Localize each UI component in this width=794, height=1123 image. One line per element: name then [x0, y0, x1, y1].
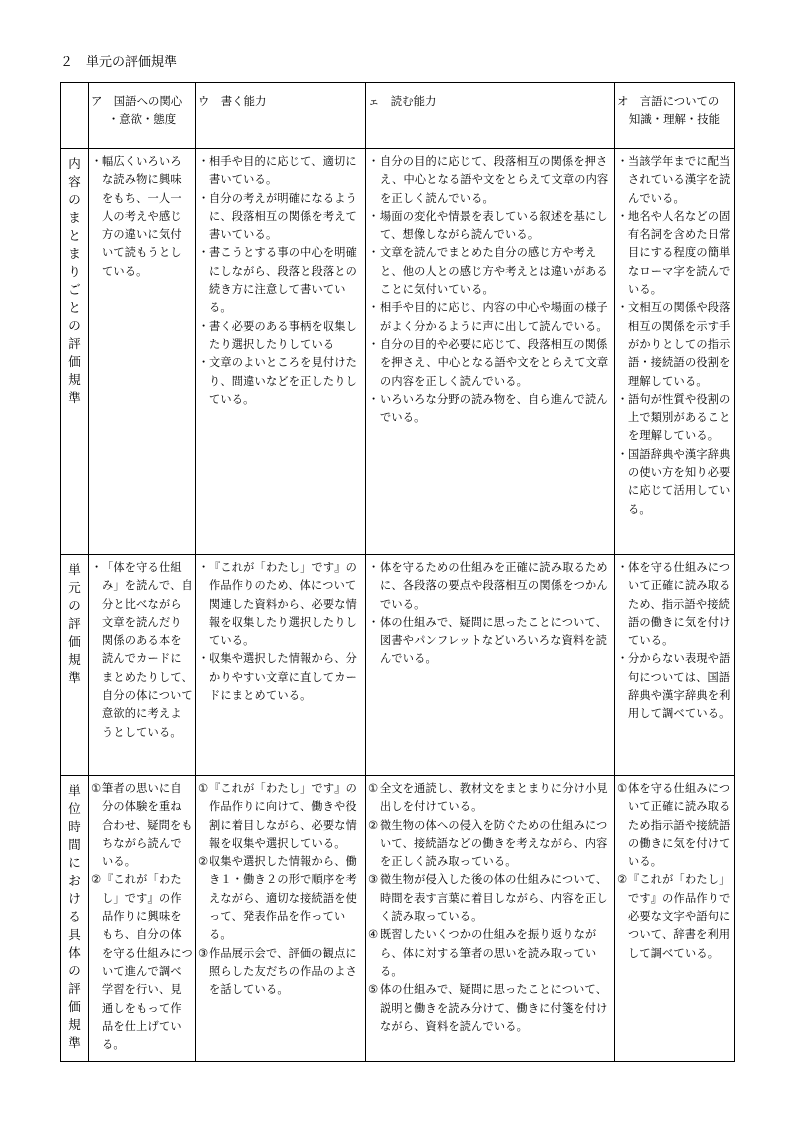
item-marker: ・	[617, 209, 629, 223]
row-label-char: ご	[68, 282, 81, 297]
item-text: 『これが「わたし」です』の作品作りに向けて、働きや役割に着目しながら、必要な情報を収集や選択している。	[209, 782, 358, 850]
row-label-char: 評	[68, 616, 81, 631]
item-text: 当該学年までに配当されている漢字を読んでいる。	[628, 155, 731, 205]
cell-writing	[196, 555, 366, 776]
item-marker: ②	[91, 873, 102, 887]
item-text: 相手や目的に応じ、内容の中心や場面の様子がよく分かるように声に出して読んでいる。	[380, 301, 608, 333]
item-marker: ①	[368, 782, 379, 795]
row-label-char: 準	[68, 670, 81, 685]
row-label-char: に	[68, 855, 81, 870]
item-text: 地名や人名などの固有名詞を含めた日常目にする程度の簡単なローマ字を読んでいる。	[628, 209, 731, 297]
item-text: 体を守る仕組みについて正確に読み取るため指示語や接続語の働きに気を付けている。	[628, 782, 731, 869]
item-text: 体を守る仕組みについて正確に読み取るため、指示語や接続語の働きに気を付けている。	[628, 561, 731, 648]
item-text: 自分の目的に応じて、段落相互の関係を押さえ、中心となる語や文をとらえて文章の内容を正しく読んでいる。	[380, 155, 609, 205]
item-text: 自分の考えが明確になるように、段落相互の関係を考えて書いている。	[209, 191, 358, 242]
row-label-char: 準	[68, 390, 81, 405]
row-label-char: 単	[68, 783, 81, 798]
row-label-char: 価	[68, 634, 81, 649]
row-label-char: 規	[68, 372, 81, 387]
row-content-criteria	[61, 149, 735, 555]
criteria-item	[198, 153, 363, 190]
cell-interest	[89, 555, 196, 776]
criteria-item	[198, 244, 363, 317]
criteria-item	[368, 391, 612, 428]
criteria-item	[617, 559, 732, 650]
cell-interest	[89, 776, 196, 1062]
item-text: 文章のよいところを見付けたり、間違いなどを正したりしている。	[209, 356, 358, 406]
row-label-char: 間	[68, 837, 81, 852]
item-marker: ・	[368, 337, 380, 351]
criteria-item	[617, 299, 732, 390]
header-interest: ア 国語への関心 ・意欲・態度	[89, 83, 196, 149]
criteria-item	[198, 780, 363, 853]
cell-reading	[366, 776, 615, 1062]
row-lesson-criteria	[61, 776, 735, 1062]
item-marker: ・	[198, 319, 210, 333]
item-marker: ・	[198, 246, 210, 260]
cell-reading	[366, 149, 615, 555]
item-marker: ⑤	[368, 983, 379, 997]
row-label-char: 時	[68, 819, 81, 834]
row-unit-criteria	[61, 555, 735, 776]
item-marker: ・	[368, 301, 380, 315]
item-marker: ・	[91, 155, 103, 168]
item-text: 微生物の体への侵入を防ぐための仕組みについて、接続語などの働きを考えながら、内容を正しく読み取っている。	[380, 818, 608, 869]
item-text: 体の仕組みで、疑問に思ったことについて、説明と働きを読み分けて、働きに付箋を付けながら、資料を読んでいる。	[380, 983, 608, 1033]
item-text: 体を守るための仕組みを正確に読み取るために、各段落の要点や段落相互の関係をつかんでいる。	[380, 561, 608, 611]
row-label-char: 容	[68, 174, 81, 189]
criteria-item	[368, 817, 612, 872]
row-label	[61, 149, 89, 555]
row-label-char: の	[68, 598, 81, 613]
row-label-char: 単	[68, 562, 81, 577]
row-label-char: る	[68, 909, 81, 924]
item-marker: ・	[368, 155, 380, 168]
item-text: 収集や選択した情報から、働き１・働き２の形で順序を考えながら、適切な接続語を使って、発表作品を作っている。	[209, 855, 358, 942]
row-label-char: り	[68, 264, 81, 279]
item-text: 場面の変化や情景を表している叙述を基にして、想像しながら読んでいる。	[380, 209, 608, 242]
header-reading: ェ 読む能力	[366, 83, 615, 149]
item-marker: ④	[368, 928, 379, 942]
header-language: オ 言語についての 知識・理解・技能	[615, 83, 735, 149]
item-text: 書く必要のある事柄を収集したり選択したりしている	[209, 319, 358, 351]
criteria-item	[368, 244, 612, 299]
criteria-item	[368, 981, 612, 1036]
item-text: 全文を通読し、教材文をまとまりに分け小見出しを付けている。	[380, 782, 608, 814]
row-label	[61, 776, 89, 1062]
criteria-item	[198, 190, 363, 245]
item-text: 体の仕組みで、疑問に思ったことについて、図書やパンフレットなどいろいろな資料を読んでいる。	[380, 615, 608, 666]
item-marker: ・	[198, 561, 210, 574]
item-marker: ・	[198, 191, 210, 205]
criteria-item	[617, 391, 732, 446]
cell-writing	[196, 776, 366, 1062]
row-label-char: ま	[68, 210, 81, 225]
item-marker: ・	[368, 392, 380, 406]
row-label-char: 規	[68, 652, 81, 667]
criteria-item	[368, 299, 612, 336]
item-marker: ②	[617, 873, 628, 887]
criteria-item	[617, 871, 732, 962]
item-marker: ・	[617, 301, 629, 315]
item-text: 作品展示会で、評価の観点に照らした友だちの作品のよさを話している。	[209, 946, 358, 997]
row-label-char: 内	[68, 156, 81, 171]
criteria-item	[368, 871, 612, 926]
criteria-item	[617, 446, 732, 519]
header-corner	[61, 83, 89, 149]
row-label-char: 価	[68, 999, 81, 1014]
item-marker: ・	[617, 561, 629, 574]
item-text: 微生物が侵入した後の体の仕組みについて、時間を表す言葉に着目しながら、内容を正しく読み取っている。	[380, 873, 608, 924]
item-marker: ①	[617, 782, 628, 795]
item-marker: ・	[617, 652, 629, 666]
criteria-item	[91, 559, 193, 742]
item-marker: ①	[198, 782, 209, 795]
row-label-char: 価	[68, 354, 81, 369]
item-marker: ・	[368, 615, 380, 629]
item-text: 『これが「わたし」です』の作品作りに興味をもち、自分の体を守る仕組みについて進んで調べ学習を行い、見通しをもって作品を仕上げている。	[102, 873, 193, 1052]
item-text: 文章を読んでまとめた自分の感じ方や考えと、他の人との感じ方や考えとは違いがあることに気付いている。	[380, 246, 608, 297]
row-label-char: と	[68, 300, 81, 315]
item-marker: ③	[368, 873, 379, 887]
criteria-item	[91, 871, 193, 1054]
criteria-item	[368, 926, 612, 981]
row-label-char: 評	[68, 336, 81, 351]
item-text: 語句が性質や役割の上で類別があることを理解している。	[628, 392, 731, 443]
item-marker: ・	[198, 652, 210, 666]
criteria-item	[198, 318, 363, 355]
item-text: 既習したいくつかの仕組みを振り返りながら、体に対する筆者の思いを読み取っている。	[380, 928, 597, 978]
item-marker: ①	[91, 782, 102, 795]
row-label-char: と	[68, 228, 81, 243]
item-text: 書こうとする事の中心を明確にしながら、段落と段落との続き方に注意して書いている。	[209, 246, 358, 315]
cell-interest	[89, 149, 196, 555]
criteria-item	[617, 153, 732, 208]
cell-writing	[196, 149, 366, 555]
criteria-item	[617, 780, 732, 871]
item-marker: ・	[368, 209, 380, 223]
cell-language	[615, 776, 735, 1062]
row-label-char: 体	[68, 945, 81, 960]
row-label-char: 具	[68, 927, 81, 942]
item-text: 『これが「わたし」です』の作品作りのため、体について関連した資料から、必要な情報を収集したり選択したりしている。	[209, 561, 358, 648]
evaluation-criteria-table	[60, 82, 735, 1062]
item-text: 『これが「わたし」です』の作品作りで必要な文字や語句について、辞書を利用して調べている。	[628, 873, 731, 960]
criteria-item	[368, 208, 612, 245]
item-text: 文相互の関係や段落相互の関係を示す手がかりとしての指示語・接続語の役割を理解している。	[628, 301, 731, 388]
cell-reading	[366, 555, 615, 776]
criteria-item	[617, 208, 732, 299]
item-text: 筆者の思いに自分の体験を重ね合わせ、疑問をもちながら読んでいる。	[102, 782, 193, 869]
item-marker: ・	[617, 447, 629, 461]
item-marker: ・	[617, 392, 629, 406]
row-label-char: 評	[68, 981, 81, 996]
row-label-char: 元	[68, 580, 81, 595]
cell-language	[615, 149, 735, 555]
row-label-char: 位	[68, 801, 81, 816]
criteria-item	[198, 853, 363, 944]
item-marker: ・	[368, 561, 380, 574]
criteria-item	[368, 614, 612, 669]
item-text: 収集や選択した情報から、分かりやすい文章に直してカードにまとめている。	[209, 652, 358, 703]
criteria-item	[617, 650, 732, 723]
item-text: 幅広くいろいろな読み物に興味をもち、一人一人の考えや感じ方の違いに気付いて読もうとしている。	[102, 155, 182, 278]
criteria-item	[368, 780, 612, 817]
item-marker: ②	[368, 818, 379, 832]
criteria-item	[198, 945, 363, 1000]
item-text: 自分の目的や必要に応じて、段落相互の関係を押さえ、中心となる語や文をとらえて文章の内容を正しく読んでいる。	[380, 337, 609, 388]
item-marker: ・	[91, 561, 103, 574]
item-marker: ・	[198, 155, 210, 168]
row-label-char: お	[68, 873, 81, 888]
item-text: 分からない表現や語句については、国語辞典や漢字辞典を利用して調べている。	[628, 652, 731, 721]
item-text: 国語辞典や漢字辞典の使い方を知り必要に応じて活用している。	[628, 447, 731, 516]
row-label-char: ま	[68, 246, 81, 261]
item-text: 「体を守る仕組み」を読んで、自分と比べながら文章を読んだり関係のある本を読んでカードにまとめたりして、自分の体について意欲的に考えようとしている。	[102, 561, 193, 739]
row-label-char: の	[68, 963, 81, 978]
criteria-item	[198, 354, 363, 409]
criteria-item	[198, 559, 363, 650]
criteria-item	[91, 153, 193, 281]
criteria-item	[198, 650, 363, 705]
row-label-char: の	[68, 318, 81, 333]
item-marker: ・	[368, 246, 380, 260]
item-marker: ②	[198, 855, 209, 869]
criteria-item	[368, 559, 612, 614]
item-text: 相手や目的に応じて、適切に書いている。	[209, 155, 357, 187]
row-label-char: け	[68, 891, 81, 906]
item-marker: ・	[198, 356, 210, 370]
item-marker: ・	[617, 155, 629, 168]
criteria-item	[368, 336, 612, 391]
item-marker: ③	[198, 946, 209, 960]
row-label-char: 規	[68, 1017, 81, 1032]
row-label-char: 準	[68, 1035, 81, 1050]
header-writing: ウ 書く能力	[196, 83, 366, 149]
section-title: ２ 単元の評価規準	[60, 55, 178, 70]
cell-language	[615, 555, 735, 776]
header-row	[61, 83, 735, 149]
criteria-item	[368, 153, 612, 208]
row-label	[61, 555, 89, 776]
item-text: いろいろな分野の読み物を、自ら進んで読んでいる。	[380, 392, 608, 425]
row-label-char: の	[68, 192, 81, 207]
criteria-item	[91, 780, 193, 871]
